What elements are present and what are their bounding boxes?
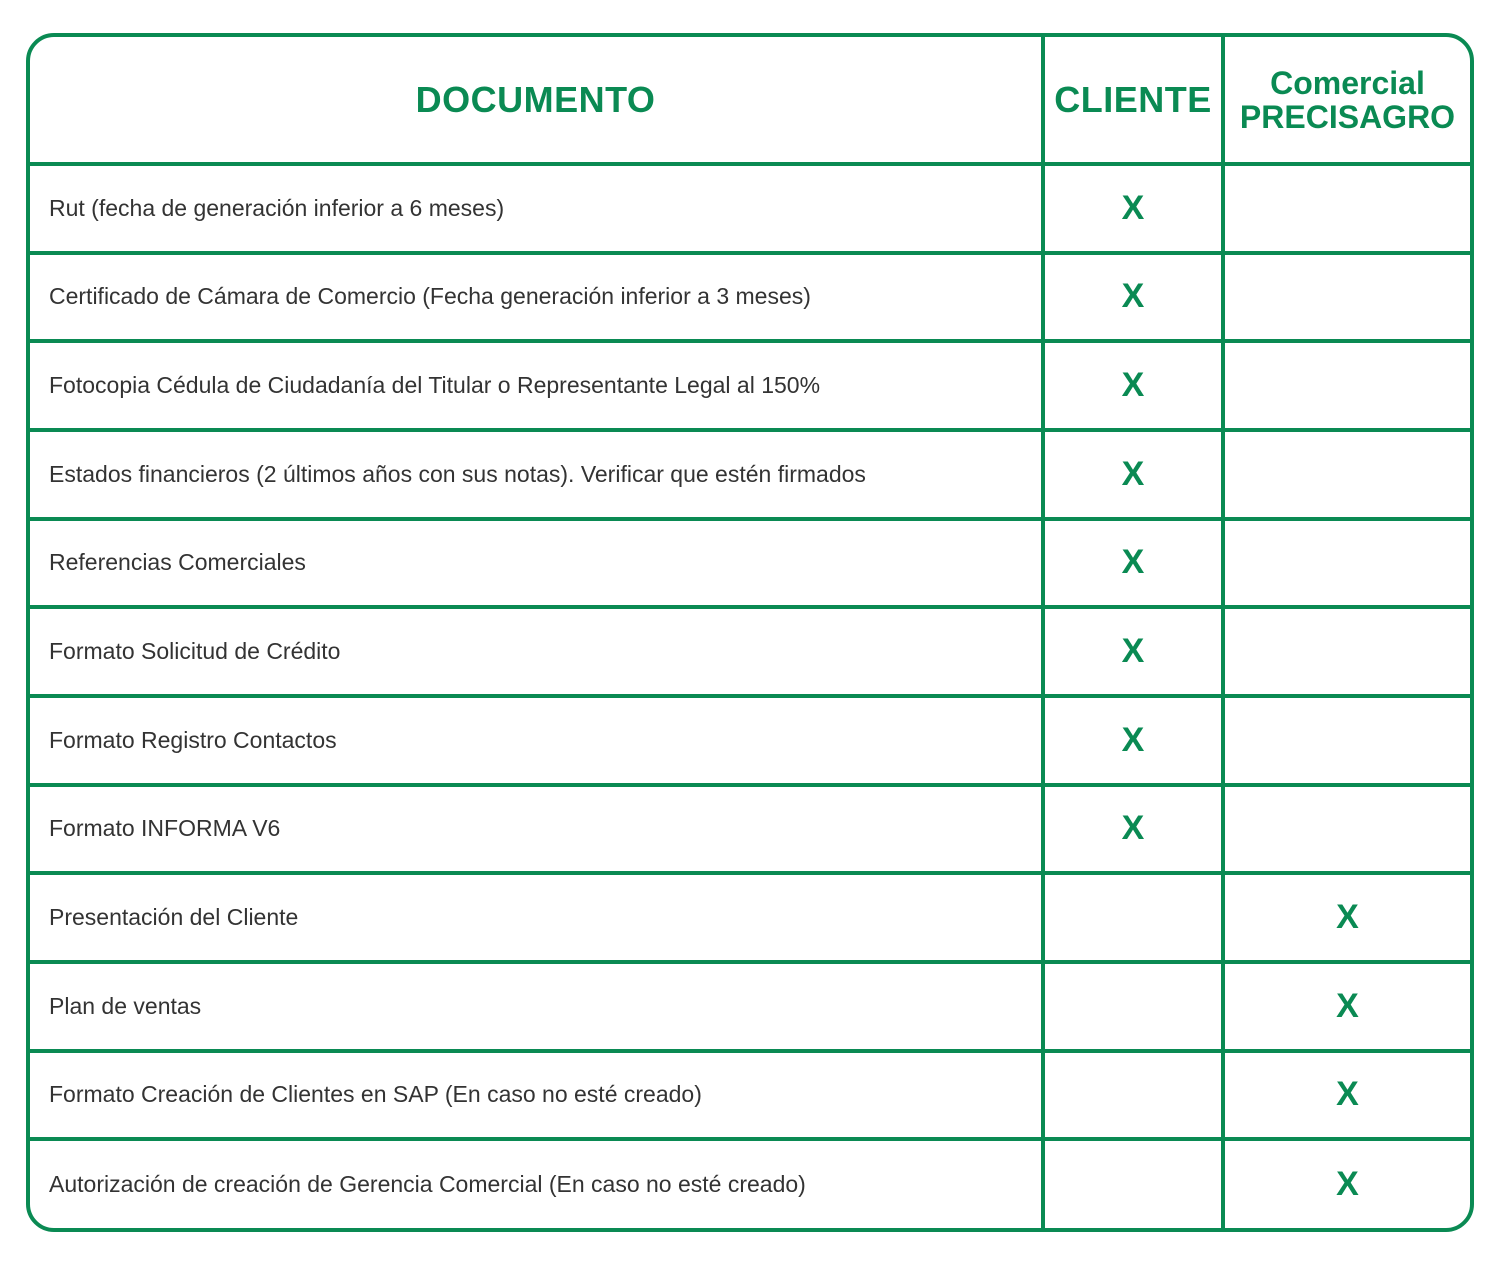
- header-comercial: [1223, 37, 1470, 164]
- cliente-mark: [1043, 873, 1223, 962]
- document-name: Rut (fecha de generación inferior a 6 meses): [30, 164, 1043, 253]
- table-row: [30, 253, 1470, 342]
- comercial-mark: [1223, 164, 1470, 253]
- comercial-mark: [1223, 696, 1470, 785]
- requirements-table-frame: [26, 33, 1474, 1232]
- table-row: [30, 785, 1470, 874]
- document-name: Presentación del Cliente: [30, 873, 1043, 962]
- table-row: [30, 607, 1470, 696]
- header-comercial-line1: Comercial: [1270, 64, 1425, 101]
- comercial-mark: [1223, 519, 1470, 608]
- requirements-table: [30, 37, 1470, 1228]
- document-name: Formato Creación de Clientes en SAP (En caso no esté creado): [30, 1051, 1043, 1140]
- table-row: [30, 1139, 1470, 1228]
- cliente-mark: X: [1043, 696, 1223, 785]
- cliente-mark: [1043, 1051, 1223, 1140]
- cliente-mark: X: [1043, 341, 1223, 430]
- document-name: Formato Registro Contactos: [30, 696, 1043, 785]
- comercial-mark: [1223, 785, 1470, 874]
- comercial-mark: X: [1223, 1051, 1470, 1140]
- table-row: [30, 696, 1470, 785]
- document-name: Formato INFORMA V6: [30, 785, 1043, 874]
- header-documento: DOCUMENTO: [30, 37, 1043, 164]
- cliente-mark: X: [1043, 607, 1223, 696]
- comercial-mark: X: [1223, 873, 1470, 962]
- header-comercial-line2: PRECISAGRO: [1239, 98, 1456, 135]
- comercial-mark: X: [1223, 962, 1470, 1051]
- cliente-mark: X: [1043, 785, 1223, 874]
- document-name: Fotocopia Cédula de Ciudadanía del Titular o Representante Legal al 150%: [30, 341, 1043, 430]
- cliente-mark: [1043, 962, 1223, 1051]
- document-name: Formato Solicitud de Crédito: [30, 607, 1043, 696]
- comercial-mark: [1223, 430, 1470, 519]
- document-name: Plan de ventas: [30, 962, 1043, 1051]
- comercial-mark: X: [1223, 1139, 1470, 1228]
- document-name: Autorización de creación de Gerencia Comercial (En caso no esté creado): [30, 1139, 1043, 1228]
- document-name: Certificado de Cámara de Comercio (Fecha generación inferior a 3 meses): [30, 253, 1043, 342]
- header-cliente: CLIENTE: [1043, 37, 1223, 164]
- table-row: [30, 873, 1470, 962]
- cliente-mark: X: [1043, 519, 1223, 608]
- comercial-mark: [1223, 341, 1470, 430]
- table-row: [30, 962, 1470, 1051]
- cliente-mark: X: [1043, 164, 1223, 253]
- table-row: [30, 1051, 1470, 1140]
- table-row: [30, 430, 1470, 519]
- comercial-mark: [1223, 607, 1470, 696]
- cliente-mark: X: [1043, 253, 1223, 342]
- document-name: Estados financieros (2 últimos años con sus notas). Verificar que estén firmados: [30, 430, 1043, 519]
- document-name: Referencias Comerciales: [30, 519, 1043, 608]
- comercial-mark: [1223, 253, 1470, 342]
- cliente-mark: [1043, 1139, 1223, 1228]
- table-row: [30, 341, 1470, 430]
- cliente-mark: X: [1043, 430, 1223, 519]
- table-row: [30, 519, 1470, 608]
- table-row: [30, 164, 1470, 253]
- table-header-row: [30, 37, 1470, 164]
